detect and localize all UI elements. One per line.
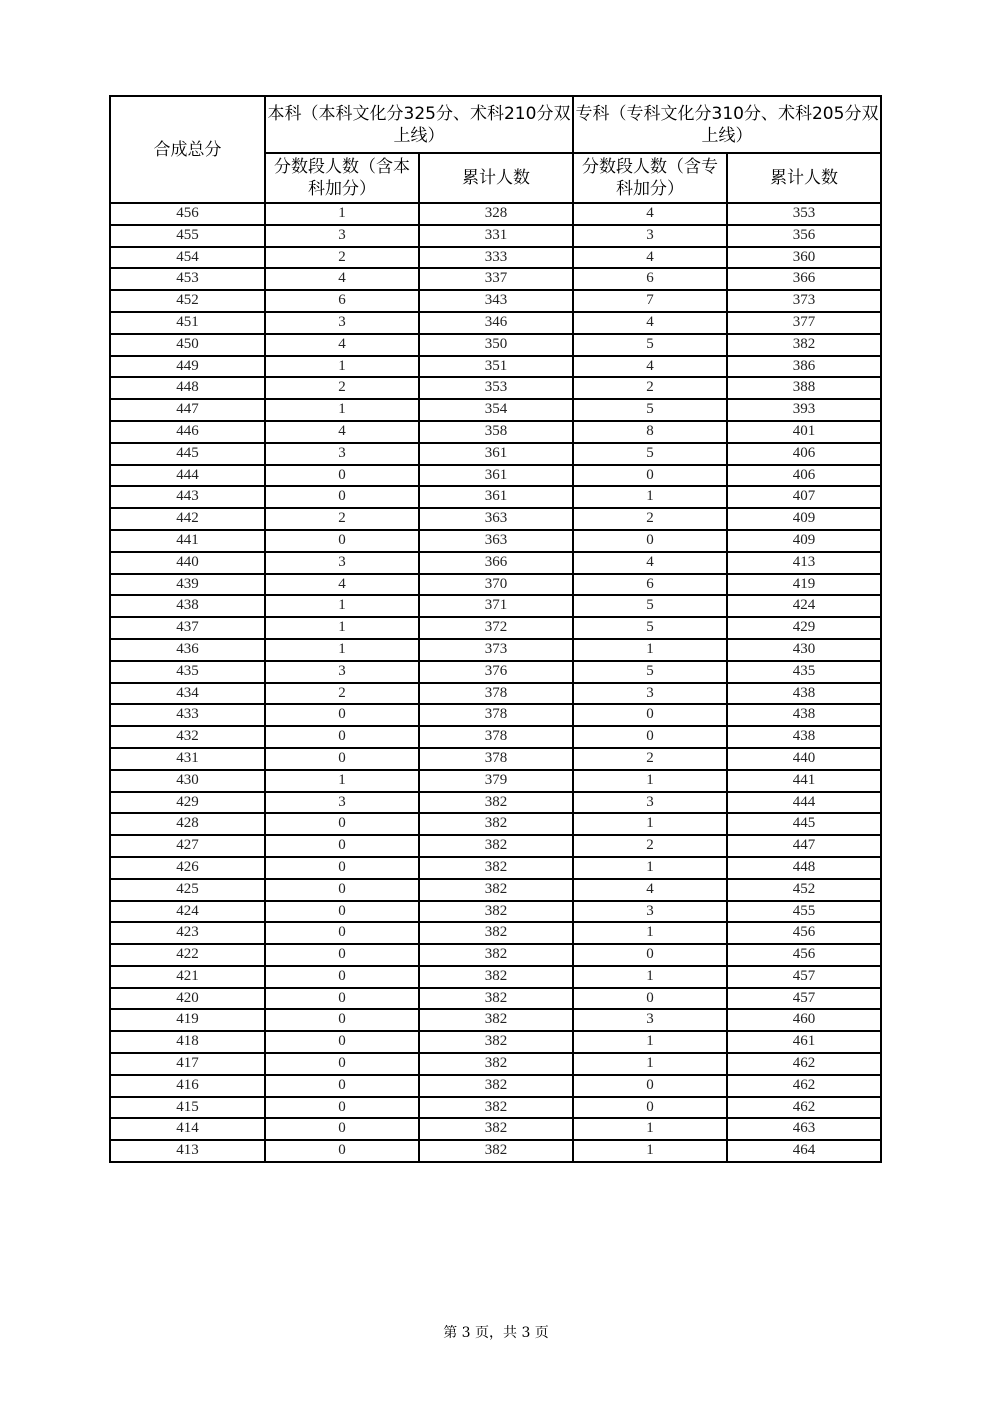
table-row [110,225,881,247]
cell-total-score: 451 [110,312,265,334]
header-college-cumulative: 累计人数 [727,153,881,203]
cell-college-segment: 1 [573,1031,727,1053]
cell-total-score: 439 [110,574,265,596]
cell-college-segment: 5 [573,595,727,617]
cell-total-score: 420 [110,988,265,1010]
cell-total-score: 448 [110,377,265,399]
cell-total-score: 447 [110,399,265,421]
cell-total-score: 446 [110,421,265,443]
table-row [110,595,881,617]
cell-undergrad-segment: 0 [265,835,419,857]
cell-college-cumulative: 409 [727,530,881,552]
cell-undergrad-cumulative: 331 [419,225,573,247]
cell-undergrad-cumulative: 382 [419,879,573,901]
table-row [110,704,881,726]
table-row [110,377,881,399]
cell-college-segment: 5 [573,661,727,683]
cell-undergrad-cumulative: 343 [419,290,573,312]
cell-undergrad-cumulative: 382 [419,1009,573,1031]
cell-college-segment: 5 [573,334,727,356]
table-row [110,530,881,552]
table-row [110,726,881,748]
cell-undergrad-segment: 0 [265,1140,419,1162]
table-row [110,966,881,988]
cell-total-score: 427 [110,835,265,857]
cell-college-cumulative: 386 [727,356,881,378]
header-undergrad-segment: 分数段人数（含本科加分） [265,153,419,203]
cell-undergrad-cumulative: 363 [419,508,573,530]
table-row [110,835,881,857]
cell-college-segment: 4 [573,552,727,574]
cell-college-cumulative: 419 [727,574,881,596]
cell-total-score: 455 [110,225,265,247]
cell-undergrad-cumulative: 378 [419,683,573,705]
cell-total-score: 452 [110,290,265,312]
cell-college-cumulative: 429 [727,617,881,639]
cell-college-segment: 2 [573,377,727,399]
table-row [110,1097,881,1119]
cell-college-cumulative: 413 [727,552,881,574]
cell-college-cumulative: 463 [727,1118,881,1140]
cell-undergrad-segment: 1 [265,399,419,421]
cell-undergrad-cumulative: 358 [419,421,573,443]
cell-college-segment: 1 [573,486,727,508]
cell-college-segment: 6 [573,574,727,596]
cell-college-cumulative: 353 [727,203,881,225]
cell-undergrad-segment: 0 [265,1097,419,1119]
cell-total-score: 434 [110,683,265,705]
cell-undergrad-segment: 0 [265,988,419,1010]
cell-undergrad-cumulative: 382 [419,857,573,879]
cell-undergrad-segment: 1 [265,770,419,792]
cell-college-cumulative: 456 [727,944,881,966]
cell-total-score: 424 [110,901,265,923]
cell-undergrad-cumulative: 371 [419,595,573,617]
table-row [110,268,881,290]
cell-undergrad-segment: 4 [265,334,419,356]
cell-undergrad-segment: 2 [265,683,419,705]
cell-college-segment: 1 [573,966,727,988]
cell-total-score: 417 [110,1053,265,1075]
cell-total-score: 437 [110,617,265,639]
header-college-segment: 分数段人数（含专科加分） [573,153,727,203]
cell-undergrad-segment: 0 [265,966,419,988]
cell-total-score: 449 [110,356,265,378]
cell-total-score: 419 [110,1009,265,1031]
cell-college-segment: 5 [573,443,727,465]
cell-total-score: 415 [110,1097,265,1119]
cell-college-segment: 3 [573,225,727,247]
cell-undergrad-segment: 3 [265,312,419,334]
cell-undergrad-cumulative: 346 [419,312,573,334]
cell-college-segment: 2 [573,508,727,530]
cell-undergrad-cumulative: 372 [419,617,573,639]
cell-undergrad-cumulative: 382 [419,1075,573,1097]
cell-college-cumulative: 464 [727,1140,881,1162]
cell-undergrad-cumulative: 373 [419,639,573,661]
table-row [110,792,881,814]
cell-undergrad-segment: 3 [265,225,419,247]
cell-undergrad-segment: 0 [265,486,419,508]
cell-undergrad-cumulative: 361 [419,443,573,465]
cell-college-segment: 7 [573,290,727,312]
cell-college-cumulative: 448 [727,857,881,879]
cell-college-segment: 4 [573,356,727,378]
cell-total-score: 442 [110,508,265,530]
cell-total-score: 426 [110,857,265,879]
table-row [110,247,881,269]
cell-undergrad-cumulative: 382 [419,1097,573,1119]
cell-college-segment: 0 [573,704,727,726]
cell-undergrad-segment: 0 [265,704,419,726]
cell-undergrad-cumulative: 382 [419,1053,573,1075]
cell-undergrad-cumulative: 361 [419,486,573,508]
cell-college-segment: 8 [573,421,727,443]
cell-college-cumulative: 407 [727,486,881,508]
table-row [110,683,881,705]
cell-college-segment: 1 [573,639,727,661]
cell-total-score: 456 [110,203,265,225]
cell-college-segment: 1 [573,770,727,792]
table-row [110,748,881,770]
table-row [110,1009,881,1031]
cell-undergrad-segment: 0 [265,901,419,923]
cell-undergrad-segment: 1 [265,639,419,661]
cell-total-score: 438 [110,595,265,617]
cell-total-score: 431 [110,748,265,770]
cell-undergrad-cumulative: 378 [419,726,573,748]
cell-total-score: 454 [110,247,265,269]
table-row [110,617,881,639]
cell-total-score: 430 [110,770,265,792]
cell-college-cumulative: 406 [727,465,881,487]
cell-total-score: 432 [110,726,265,748]
cell-undergrad-segment: 1 [265,595,419,617]
cell-college-segment: 5 [573,617,727,639]
cell-college-segment: 3 [573,901,727,923]
cell-undergrad-segment: 0 [265,1031,419,1053]
cell-undergrad-cumulative: 354 [419,399,573,421]
cell-undergrad-segment: 3 [265,792,419,814]
cell-undergrad-cumulative: 379 [419,770,573,792]
cell-college-cumulative: 373 [727,290,881,312]
table-row [110,639,881,661]
cell-undergrad-segment: 0 [265,813,419,835]
table-row [110,290,881,312]
cell-undergrad-segment: 0 [265,922,419,944]
cell-college-segment: 2 [573,835,727,857]
cell-undergrad-segment: 6 [265,290,419,312]
cell-undergrad-cumulative: 376 [419,661,573,683]
cell-college-cumulative: 435 [727,661,881,683]
cell-undergrad-cumulative: 382 [419,1031,573,1053]
table-row [110,465,881,487]
cell-undergrad-cumulative: 382 [419,835,573,857]
cell-total-score: 441 [110,530,265,552]
cell-undergrad-cumulative: 382 [419,944,573,966]
table-row [110,1075,881,1097]
cell-college-cumulative: 377 [727,312,881,334]
cell-college-cumulative: 409 [727,508,881,530]
cell-total-score: 414 [110,1118,265,1140]
cell-undergrad-cumulative: 382 [419,813,573,835]
cell-total-score: 435 [110,661,265,683]
cell-total-score: 422 [110,944,265,966]
cell-college-segment: 3 [573,683,727,705]
table-row [110,1118,881,1140]
cell-total-score: 450 [110,334,265,356]
cell-college-segment: 2 [573,748,727,770]
cell-undergrad-segment: 0 [265,879,419,901]
cell-college-cumulative: 438 [727,683,881,705]
cell-college-cumulative: 382 [727,334,881,356]
cell-undergrad-cumulative: 382 [419,792,573,814]
cell-undergrad-segment: 3 [265,661,419,683]
table-row [110,443,881,465]
cell-college-segment: 1 [573,922,727,944]
cell-undergrad-segment: 2 [265,508,419,530]
table-row [110,312,881,334]
cell-undergrad-segment: 1 [265,203,419,225]
cell-college-cumulative: 393 [727,399,881,421]
cell-total-score: 444 [110,465,265,487]
cell-undergrad-cumulative: 328 [419,203,573,225]
table-row [110,922,881,944]
cell-college-cumulative: 445 [727,813,881,835]
cell-total-score: 425 [110,879,265,901]
cell-college-segment: 1 [573,1118,727,1140]
header-undergrad-group: 本科（本科文化分325分、术科210分双上线） [265,96,573,153]
cell-college-cumulative: 447 [727,835,881,857]
cell-college-segment: 4 [573,879,727,901]
cell-undergrad-segment: 0 [265,944,419,966]
cell-total-score: 416 [110,1075,265,1097]
cell-undergrad-segment: 4 [265,574,419,596]
cell-total-score: 421 [110,966,265,988]
cell-undergrad-cumulative: 382 [419,1140,573,1162]
cell-undergrad-segment: 0 [265,1075,419,1097]
cell-undergrad-segment: 0 [265,1053,419,1075]
cell-college-cumulative: 438 [727,704,881,726]
cell-undergrad-segment: 0 [265,465,419,487]
table-row [110,552,881,574]
cell-college-segment: 1 [573,857,727,879]
table-row [110,486,881,508]
cell-college-cumulative: 461 [727,1031,881,1053]
cell-college-cumulative: 430 [727,639,881,661]
table-row [110,661,881,683]
page-footer: 第 3 页，共 3 页 [443,1325,549,1341]
cell-undergrad-segment: 1 [265,356,419,378]
cell-college-cumulative: 388 [727,377,881,399]
cell-college-cumulative: 456 [727,922,881,944]
cell-college-cumulative: 462 [727,1075,881,1097]
cell-college-cumulative: 438 [727,726,881,748]
cell-college-segment: 5 [573,399,727,421]
table-row [110,334,881,356]
table-row [110,399,881,421]
cell-college-segment: 4 [573,203,727,225]
cell-total-score: 433 [110,704,265,726]
cell-college-segment: 0 [573,726,727,748]
cell-undergrad-segment: 1 [265,617,419,639]
cell-total-score: 418 [110,1031,265,1053]
table-row [110,901,881,923]
table-row [110,857,881,879]
cell-college-segment: 1 [573,1053,727,1075]
cell-college-cumulative: 441 [727,770,881,792]
cell-college-segment: 0 [573,1075,727,1097]
table-row [110,203,881,225]
cell-undergrad-cumulative: 361 [419,465,573,487]
table-body [110,203,881,1162]
cell-college-cumulative: 462 [727,1097,881,1119]
header-college-group: 专科（专科文化分310分、术科205分双上线） [573,96,881,153]
cell-undergrad-cumulative: 378 [419,704,573,726]
cell-undergrad-segment: 0 [265,857,419,879]
cell-undergrad-cumulative: 370 [419,574,573,596]
table-row [110,813,881,835]
cell-college-segment: 0 [573,465,727,487]
score-distribution-table [109,95,882,1163]
cell-undergrad-segment: 2 [265,247,419,269]
table-row [110,988,881,1010]
cell-undergrad-cumulative: 363 [419,530,573,552]
cell-undergrad-segment: 0 [265,748,419,770]
cell-college-cumulative: 457 [727,966,881,988]
cell-college-cumulative: 452 [727,879,881,901]
table-row [110,879,881,901]
cell-college-cumulative: 424 [727,595,881,617]
cell-undergrad-cumulative: 337 [419,268,573,290]
cell-undergrad-cumulative: 353 [419,377,573,399]
cell-college-cumulative: 366 [727,268,881,290]
cell-college-cumulative: 444 [727,792,881,814]
cell-undergrad-segment: 2 [265,377,419,399]
cell-college-segment: 6 [573,268,727,290]
cell-undergrad-segment: 3 [265,552,419,574]
cell-college-segment: 1 [573,813,727,835]
cell-college-cumulative: 356 [727,225,881,247]
cell-undergrad-segment: 0 [265,1009,419,1031]
cell-total-score: 440 [110,552,265,574]
cell-college-cumulative: 401 [727,421,881,443]
table-row [110,1031,881,1053]
cell-undergrad-segment: 4 [265,268,419,290]
cell-college-cumulative: 455 [727,901,881,923]
table-row [110,944,881,966]
cell-college-cumulative: 460 [727,1009,881,1031]
cell-undergrad-segment: 4 [265,421,419,443]
cell-college-segment: 3 [573,1009,727,1031]
table-row [110,1140,881,1162]
cell-undergrad-cumulative: 350 [419,334,573,356]
cell-college-cumulative: 440 [727,748,881,770]
cell-total-score: 423 [110,922,265,944]
table-row [110,356,881,378]
header-total-score: 合成总分 [110,96,265,203]
cell-total-score: 453 [110,268,265,290]
cell-college-cumulative: 360 [727,247,881,269]
cell-total-score: 443 [110,486,265,508]
cell-total-score: 428 [110,813,265,835]
cell-college-cumulative: 457 [727,988,881,1010]
cell-college-segment: 4 [573,312,727,334]
table-row [110,770,881,792]
cell-college-segment: 0 [573,1097,727,1119]
cell-undergrad-cumulative: 378 [419,748,573,770]
cell-undergrad-cumulative: 382 [419,966,573,988]
cell-total-score: 413 [110,1140,265,1162]
cell-undergrad-cumulative: 366 [419,552,573,574]
cell-undergrad-cumulative: 382 [419,901,573,923]
table-row [110,574,881,596]
header-undergrad-cumulative: 累计人数 [419,153,573,203]
cell-undergrad-cumulative: 382 [419,1118,573,1140]
table-row [110,421,881,443]
cell-total-score: 436 [110,639,265,661]
cell-undergrad-segment: 0 [265,1118,419,1140]
cell-college-segment: 1 [573,1140,727,1162]
cell-total-score: 429 [110,792,265,814]
table-row [110,508,881,530]
cell-undergrad-cumulative: 382 [419,988,573,1010]
cell-college-segment: 0 [573,944,727,966]
cell-undergrad-segment: 0 [265,530,419,552]
table-row [110,1053,881,1075]
cell-college-segment: 0 [573,530,727,552]
cell-undergrad-cumulative: 382 [419,922,573,944]
cell-undergrad-cumulative: 333 [419,247,573,269]
cell-college-segment: 3 [573,792,727,814]
cell-undergrad-segment: 3 [265,443,419,465]
cell-college-segment: 0 [573,988,727,1010]
cell-total-score: 445 [110,443,265,465]
cell-undergrad-segment: 0 [265,726,419,748]
cell-college-cumulative: 462 [727,1053,881,1075]
cell-college-segment: 4 [573,247,727,269]
cell-college-cumulative: 406 [727,443,881,465]
cell-undergrad-cumulative: 351 [419,356,573,378]
